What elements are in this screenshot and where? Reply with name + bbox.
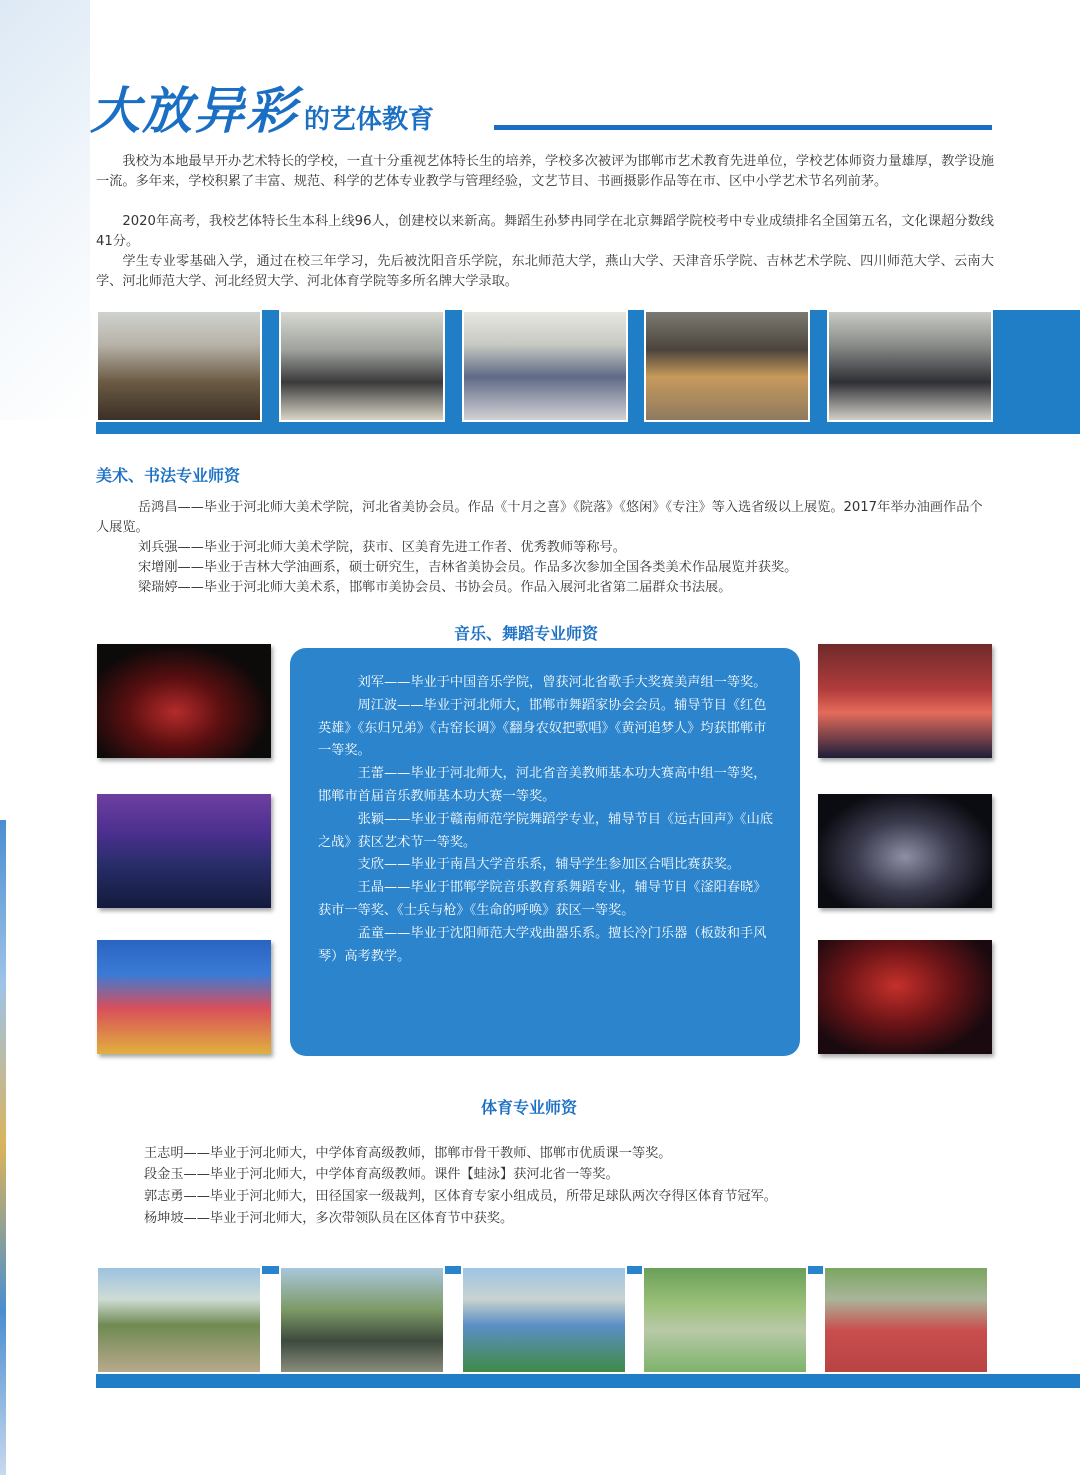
music-teacher-7: 孟童——毕业于沈阳师范大学戏曲器乐系。擅长冷门乐器（板鼓和手风琴）高考教学。 — [318, 925, 767, 964]
art-section-title: 美术、书法专业师资 — [96, 466, 241, 485]
art-class-photo-1 — [96, 310, 262, 422]
sports-teacher-4: 杨坤坡——毕业于河北师大，多次带领队员在区体育节中获奖。 — [144, 1211, 514, 1226]
music-photo-right-2 — [818, 794, 992, 908]
sports-teacher-2: 段金玉——毕业于河北师大，中学体育高级教师。课件【蛙泳】获河北省一等奖。 — [144, 1167, 619, 1182]
title-underline — [494, 125, 992, 130]
page-title — [90, 80, 434, 140]
background-decoration — [0, 0, 90, 420]
art-class-photo-5 — [827, 310, 993, 422]
music-teacher-1: 刘军——毕业于中国音乐学院，曾获河北省歌手大奖赛美声组一等奖。 — [357, 675, 767, 690]
music-teacher-2: 周江波——毕业于河北师大，邯郸市舞蹈家协会会员。辅导节目《红色英雄》《东归兄弟》《古窑长调》《翻身农奴把歌唱》《黄河追梦人》均获邯郸市一等奖。 — [318, 697, 767, 759]
title-main: 大放异彩 — [90, 82, 298, 140]
music-teacher-6: 王晶——毕业于邯郸学院音乐教育系舞蹈专业，辅导节目《滏阳春晓》获市一等奖、《士兵与枪》《生命的呼唤》获区一等奖。 — [318, 880, 767, 918]
intro-paragraph-1: 我校为本地最早开办艺术特长的学校，一直十分重视艺体特长生的培养，学校多次被评为邯郸市艺术教育先进单位，学校艺体师资力量雄厚，教学设施一流。多年来，学校积累了丰富、规范、科学的艺体专业教学与管理经验，文艺节目、书画摄影作品等在市、区中小学艺术节名列前茅。 — [96, 154, 994, 189]
music-teacher-5: 支欣——毕业于南昌大学音乐系，辅导学生参加区合唱比赛获奖。 — [357, 857, 741, 873]
music-teachers-text — [318, 672, 776, 968]
art-class-photo-4 — [644, 310, 810, 422]
music-photo-left-1 — [97, 644, 271, 758]
sports-teacher-1: 王志明——毕业于河北师大，中学体育高级教师，邯郸市骨干教师、邯郸市优质课一等奖。 — [144, 1146, 672, 1161]
art-teacher-3: 宋增刚——毕业于吉林大学油画系，硕士研究生，吉林省美协会员。作品多次参加全国各类美术作品展览并获奖。 — [138, 560, 798, 575]
sports-photo-3 — [461, 1266, 627, 1374]
music-teacher-4: 张颖——毕业于赣南师范学院舞蹈学专业，辅导节目《远古回声》《山底之战》获区艺术节一等奖。 — [318, 811, 773, 850]
intro-paragraph-3: 学生专业零基础入学，通过在校三年学习，先后被沈阳音乐学院，东北师范大学，燕山大学、天津音乐学院、吉林艺术学院、四川师范大学、云南大学、河北师范大学、河北经贸大学、河北体育学院等多所名牌大学录取。 — [96, 254, 994, 289]
sports-photo-band — [96, 1374, 1080, 1388]
art-class-photo-2 — [279, 310, 445, 422]
music-photo-right-1 — [818, 644, 992, 758]
sports-section-title: 体育专业师资 — [481, 1098, 578, 1117]
music-photo-right-3 — [818, 940, 992, 1054]
music-section-title: 音乐、舞蹈专业师资 — [454, 624, 599, 643]
art-teacher-4: 梁瑞婷——毕业于河北师大美术系，邯郸市美协会员、书协会员。作品入展河北省第二届群众书法展。 — [138, 580, 732, 595]
left-edge-strip — [0, 820, 6, 1475]
sports-photo-5 — [823, 1266, 989, 1374]
sports-photo-2 — [279, 1266, 445, 1374]
art-photo-band — [96, 310, 1080, 434]
intro-paragraph-2: 2020年高考，我校艺体特长生本科上线96人，创建校以来新高。舞蹈生孙梦冉同学在北京舞蹈学院校考中专业成绩排名全国第五名，文化课超分数线41分。 — [96, 214, 994, 249]
sports-photo-4 — [642, 1266, 808, 1374]
music-teacher-3: 王蕾——毕业于河北师大，河北省音美教师基本功大赛高中组一等奖，邯郸市首届音乐教师基本功大赛一等奖。 — [318, 766, 767, 804]
art-class-photo-3 — [462, 310, 628, 422]
sports-photo-1 — [96, 1266, 262, 1374]
title-sub: 的艺体教育 — [304, 105, 435, 135]
music-photo-left-2 — [97, 794, 271, 908]
art-teacher-1: 岳鸿昌——毕业于河北师大美术学院，河北省美协会员。作品《十月之喜》《院落》《悠闲》《专注》等入选省级以上展览。2017年举办油画作品个人展览。 — [96, 500, 983, 535]
art-teacher-2: 刘兵强——毕业于河北师大美术学院，获市、区美育先进工作者、优秀教师等称号。 — [138, 540, 626, 555]
sports-teacher-3: 郭志勇——毕业于河北师大，田径国家一级裁判，区体育专家小组成员，所带足球队两次夺得区体育节冠军。 — [144, 1189, 777, 1204]
music-photo-left-3 — [97, 940, 271, 1054]
